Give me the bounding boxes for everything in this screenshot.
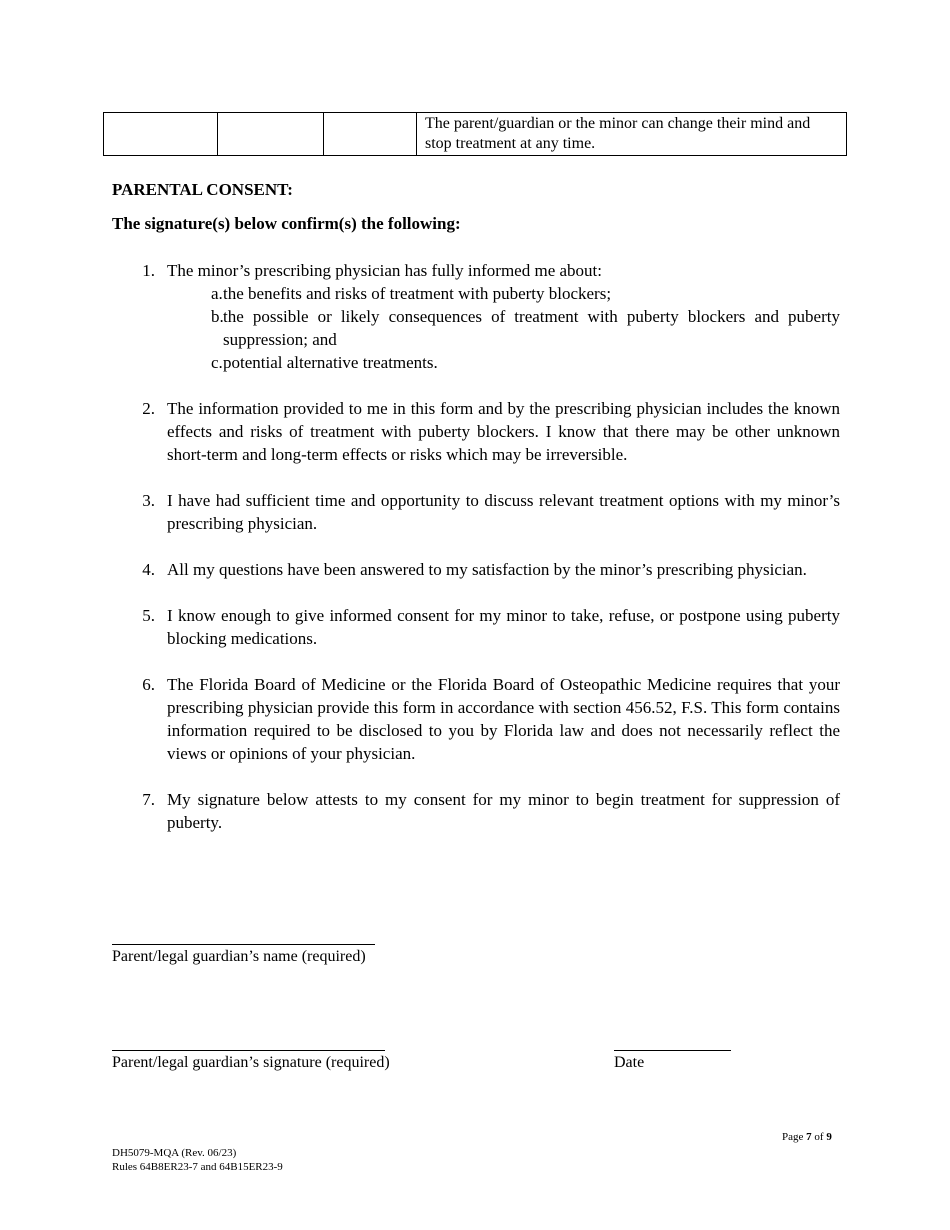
item-number: 6. <box>142 675 155 694</box>
sub-item-text: the possible or likely consequences of treatment with puberty blockers and puberty suppression; and <box>223 307 840 349</box>
table-row <box>104 113 847 156</box>
sub-item-letter: a. <box>211 284 223 303</box>
date-label: Date <box>614 1054 645 1071</box>
treatment-table-fragment <box>103 112 847 156</box>
sub-item <box>167 305 840 351</box>
sub-item-letter: b. <box>211 307 224 326</box>
sub-item-letter: c. <box>211 353 223 372</box>
date-line[interactable] <box>614 1050 731 1051</box>
item-text: My signature below attests to my consent for my minor to begin treatment for suppression of puberty. <box>167 790 840 832</box>
section-title: PARENTAL CONSENT: <box>112 180 293 199</box>
item-text: The minor’s prescribing physician has fully informed me about: <box>167 261 602 280</box>
list-item <box>112 558 840 581</box>
item-text: The information provided to me in this form and by the prescribing physician includes the known effects and risks of treatment with puberty blockers. I know that there may be other unknown short-term and long-term effects or risks which may be irreversible. <box>167 399 840 464</box>
item-number: 3. <box>142 491 155 510</box>
item-text: I have had sufficient time and opportunity to discuss relevant treatment options with my minor’s prescribing physician. <box>167 491 840 533</box>
form-rules: Rules 64B8ER23-7 and 64B15ER23-9 <box>112 1161 283 1173</box>
list-item <box>112 489 840 535</box>
table-cell-text: The parent/guardian or the minor can change their mind and stop treatment at any time. <box>417 113 847 156</box>
name-label: Parent/legal guardian’s name (required) <box>112 948 366 965</box>
table-cell-empty-2 <box>218 113 324 156</box>
item-text: The Florida Board of Medicine or the Florida Board of Osteopathic Medicine requires that your prescribing physician provide this form in accordance with section 456.52, F.S. This form contains information required to be disclosed to you by Florida law and does not necessarily reflect the views or opinions of your physician. <box>167 675 840 763</box>
item-text: All my questions have been answered to my satisfaction by the minor’s prescribing physician. <box>167 560 807 579</box>
signature-label: Parent/legal guardian’s signature (required) <box>112 1054 390 1071</box>
name-signature-line[interactable] <box>112 944 375 945</box>
item-number: 7. <box>142 790 155 809</box>
list-item <box>112 397 840 466</box>
item-text: I know enough to give informed consent for my minor to take, refuse, or postpone using puberty blocking medications. <box>167 606 840 648</box>
form-id: DH5079-MQA (Rev. 06/23) <box>112 1147 237 1159</box>
section-subtitle: The signature(s) below confirm(s) the following: <box>112 214 461 233</box>
list-item <box>112 604 840 650</box>
table-cell-empty-1 <box>104 113 218 156</box>
list-item <box>112 788 840 834</box>
signature-line[interactable] <box>112 1050 385 1051</box>
sub-item <box>167 351 840 374</box>
list-item <box>112 259 840 374</box>
sub-item-text: the benefits and risks of treatment with puberty blockers; <box>223 284 612 303</box>
sub-item <box>167 282 840 305</box>
item-number: 5. <box>142 606 155 625</box>
sub-item-text: potential alternative treatments. <box>223 353 438 372</box>
page-number: Page 7 of 9 <box>782 1131 832 1143</box>
item-number: 4. <box>142 560 155 579</box>
list-item <box>112 673 840 765</box>
item-number: 1. <box>142 261 155 280</box>
table-cell-empty-3 <box>324 113 417 156</box>
consent-list <box>112 259 840 857</box>
form-footer <box>112 1146 283 1174</box>
item-number: 2. <box>142 399 155 418</box>
